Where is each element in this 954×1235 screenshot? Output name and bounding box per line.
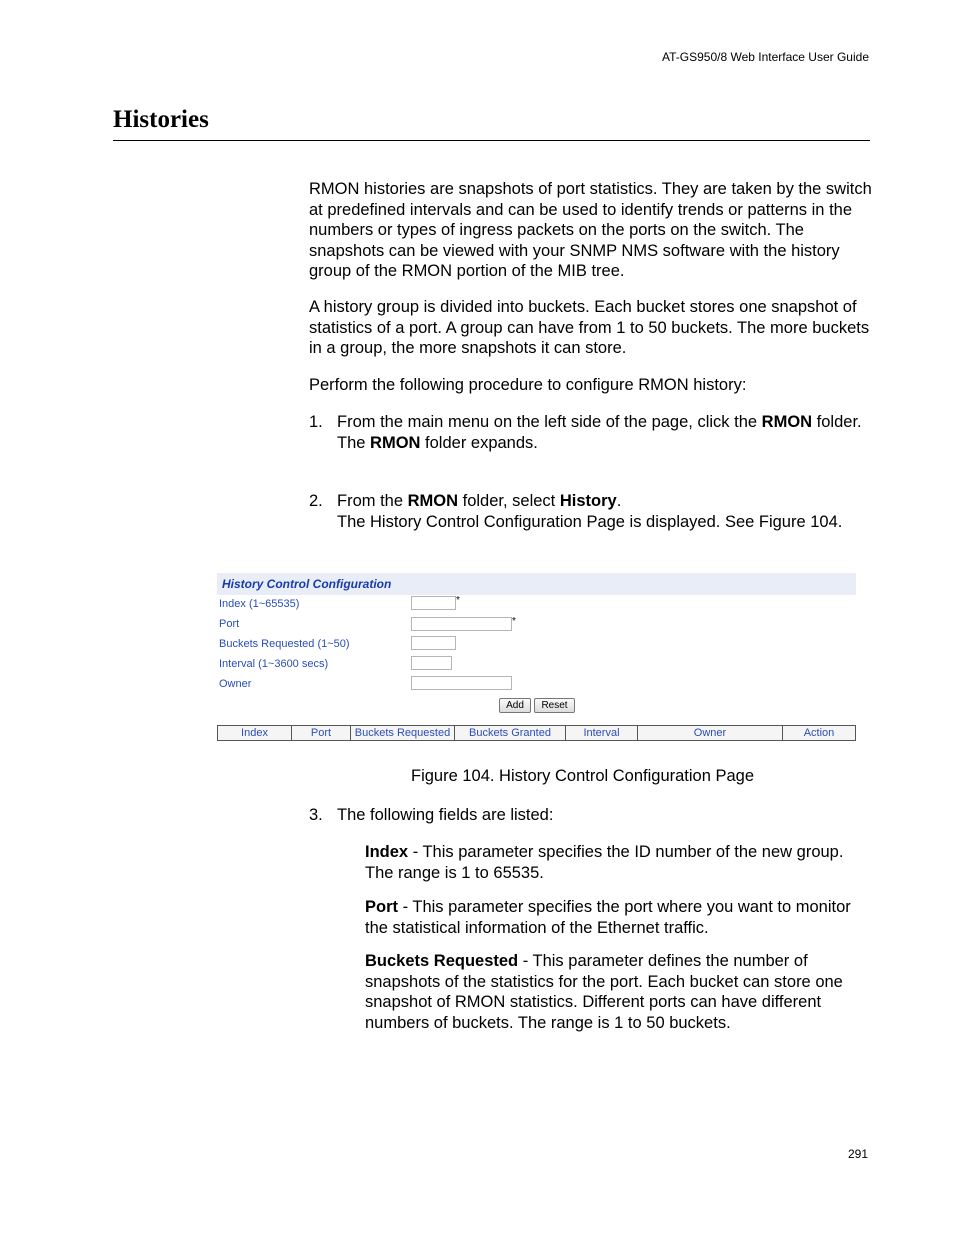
port-input[interactable] — [411, 617, 512, 631]
history-control-figure — [217, 573, 856, 743]
field-desc-index: Index - This parameter specifies the ID number of the new group. The range is 1 to 65535. — [365, 843, 844, 882]
index-label: Index (1~65535) — [219, 598, 300, 610]
running-header: AT-GS950/8 Web Interface User Guide — [662, 50, 869, 64]
reset-button[interactable]: Reset — [534, 698, 575, 713]
step-3: The following fields are listed: — [337, 806, 554, 824]
buckets-requested-label: Buckets Requested (1~50) — [219, 638, 350, 650]
interval-input[interactable] — [411, 656, 452, 670]
index-required-mark: * — [456, 595, 460, 606]
paragraph-buckets: A history group is divided into buckets. Each bucket stores one snapshot of statistics of a port. A group can have from 1 to 50 buckets. The more buckets in a group, the more snapshots it can store. — [309, 298, 870, 357]
field-desc-buckets-requested: Buckets Requested - This parameter defines the number of snapshots of the statistics for the port. Each bucket can store one snapshot of RMON statistics. Different ports can have different numbers of buckets. The range is 1 to 50 buckets. — [365, 952, 843, 1032]
paragraph-intro: RMON histories are snapshots of port statistics. They are taken by the switch at predefined intervals and can be used to identify trends or patterns in the numbers or types of ingress packets on the ports on the switch. The snapshots can be viewed with your SNMP NMS software with the history group of the RMON portion of the MIB tree. — [309, 180, 872, 280]
step-2: From the RMON folder, select History. The History Control Configuration Page is displayed. See Figure 104. — [337, 492, 843, 531]
paragraph-procedure: Perform the following procedure to configure RMON history: — [309, 376, 747, 394]
column-port: Port — [292, 726, 351, 740]
step-number: 1. — [309, 413, 323, 431]
add-button[interactable]: Add — [499, 698, 531, 713]
title-rule — [113, 140, 870, 141]
step-number: 3. — [309, 806, 323, 824]
index-input[interactable] — [411, 596, 456, 610]
owner-label: Owner — [219, 678, 252, 690]
section-title: Histories — [113, 106, 209, 133]
interval-label: Interval (1~3600 secs) — [219, 658, 329, 670]
column-owner: Owner — [638, 726, 783, 740]
column-buckets-requested: Buckets Requested — [351, 726, 455, 740]
column-action: Action — [803, 727, 835, 739]
step-number: 2. — [309, 492, 323, 510]
figure-title: History Control Configuration — [222, 577, 392, 591]
owner-input[interactable] — [411, 676, 512, 690]
port-label: Port — [219, 618, 240, 630]
field-desc-port: Port - This parameter specifies the port where you want to monitor the statistical information of the Ethernet traffic. — [365, 898, 851, 937]
port-required-mark: * — [512, 616, 516, 627]
column-interval: Interval — [566, 726, 638, 740]
figure-caption: Figure 104. History Control Configuration Page — [411, 767, 755, 785]
history-table-header — [217, 725, 856, 741]
figure-header-bar — [217, 573, 856, 595]
page-number: 291 — [847, 1147, 868, 1161]
column-index: Index — [218, 726, 292, 740]
step-1: From the main menu on the left side of the page, click the RMON folder. The RMON folder expands. — [337, 413, 862, 452]
buckets-requested-input[interactable] — [411, 636, 456, 650]
column-buckets-granted: Buckets Granted — [455, 726, 566, 740]
